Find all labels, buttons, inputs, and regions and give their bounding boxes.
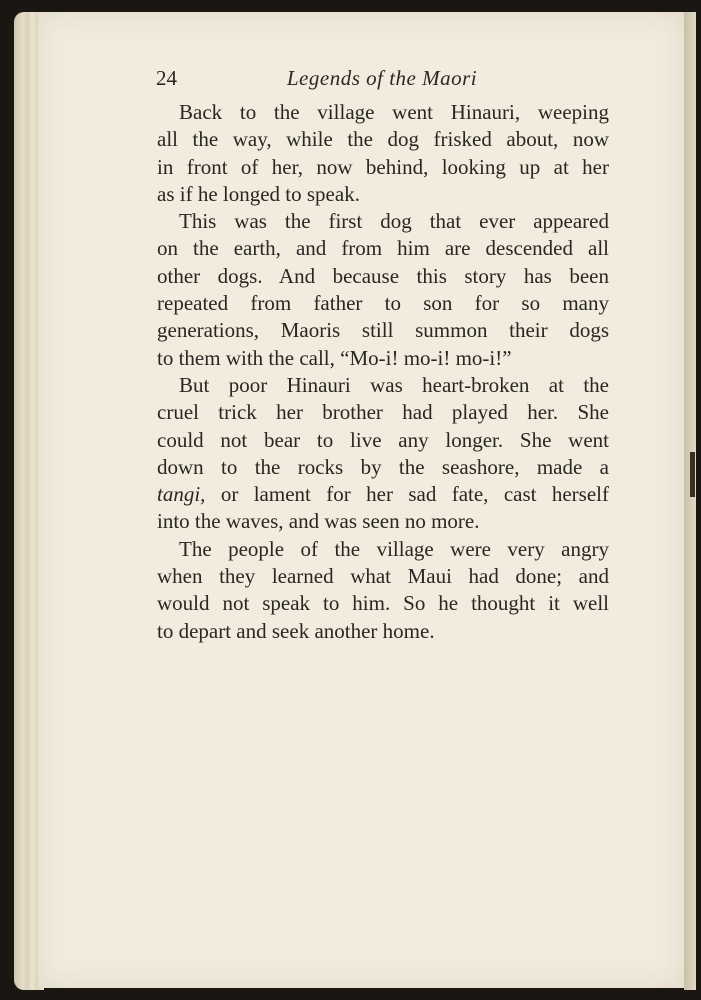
- text-line: when they learned what Maui had done; and: [157, 564, 609, 589]
- text-line: cruel trick her brother had played her. She: [157, 400, 609, 425]
- text-line: could not bear to live any longer. She went: [157, 427, 609, 452]
- page-header: [156, 66, 608, 94]
- text-line: as if he longed to speak.: [157, 181, 360, 206]
- text-line: Back to the village went Hinauri, weeping: [179, 100, 609, 124]
- text-line: in front of her, now behind, looking up at her: [157, 154, 609, 179]
- paragraph: [157, 372, 609, 536]
- text-line: all the way, while the dog frisked about, now: [157, 127, 609, 152]
- running-title: Legends of the Maori: [286, 66, 478, 90]
- text-line: This was the first dog that ever appeared: [179, 209, 609, 234]
- paragraph: [157, 99, 609, 208]
- text-line: The people of the village were very angry: [179, 536, 609, 561]
- book-right-edge: [684, 12, 696, 990]
- text-line: to depart and seek another home.: [157, 618, 435, 643]
- text-line: on the earth, and from him are descended all: [157, 236, 609, 261]
- paragraph: [157, 536, 609, 645]
- text-line: to them with the call, “Mo-i! mo-i! mo-i!”: [157, 345, 512, 370]
- page-number: 24: [156, 66, 177, 90]
- text-line: down to the rocks by the seashore, made a: [157, 454, 609, 479]
- text-span: or lament for her sad fate, cast herself: [205, 482, 609, 507]
- italic-word: tangi,: [157, 482, 206, 507]
- text-line: into the waves, and was seen no more.: [157, 509, 480, 534]
- bookmark-ribbon: [690, 452, 695, 497]
- text-line: repeated from father to son for so many: [157, 291, 609, 316]
- text-line: would not speak to him. So he thought it well: [157, 591, 609, 616]
- text-line: other dogs. And because this story has been: [157, 263, 609, 288]
- text-line: But poor Hinauri was heart-broken at the: [179, 372, 609, 397]
- text-line: [157, 481, 609, 508]
- paragraph: [157, 208, 609, 372]
- text-line: generations, Maoris still summon their dogs: [157, 318, 609, 343]
- body-text: [157, 99, 609, 645]
